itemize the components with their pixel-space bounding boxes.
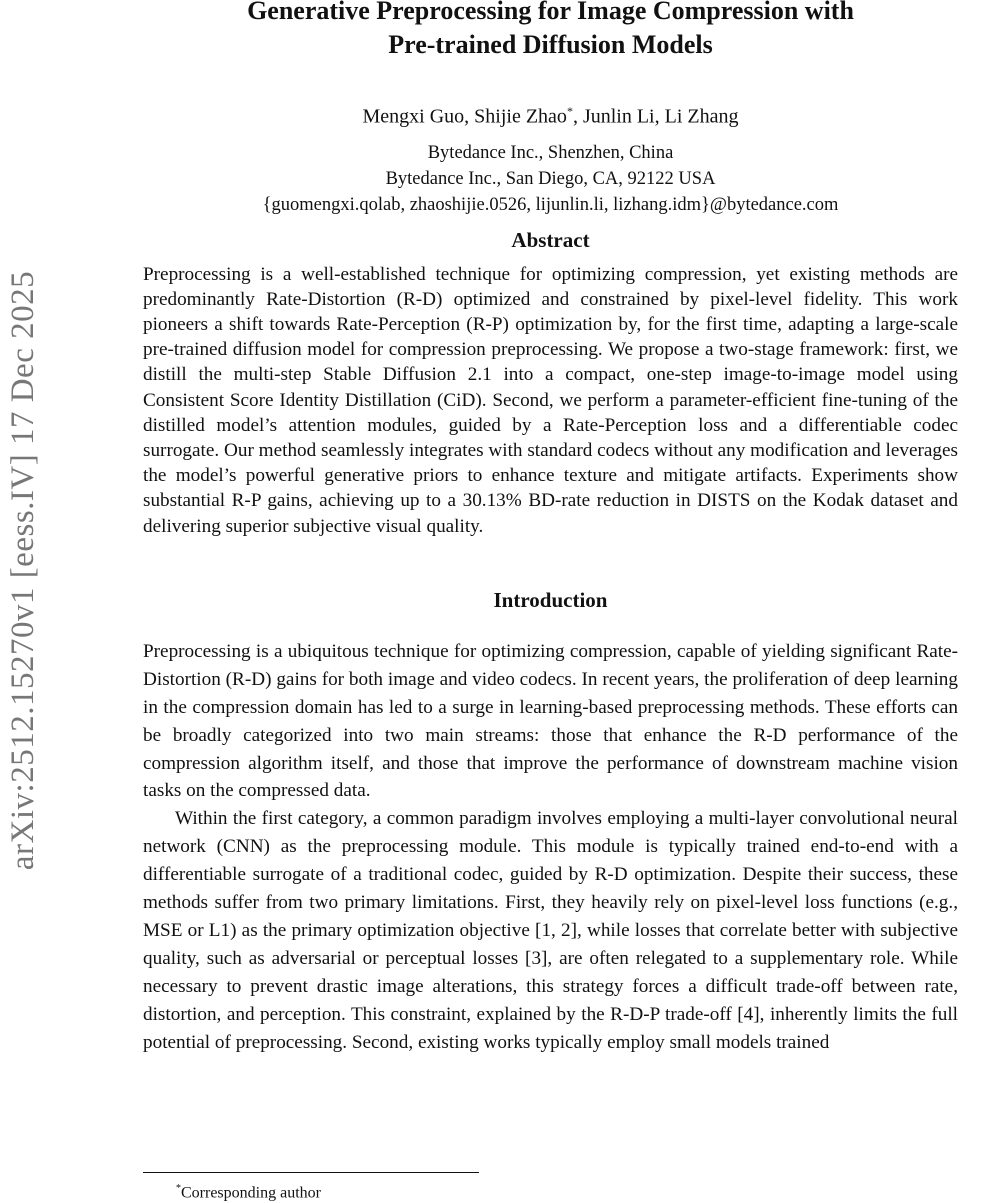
paper-title — [143, 0, 958, 62]
affiliation-shenzhen: Bytedance Inc., Shenzhen, China — [427, 142, 674, 163]
footnote-text: Corresponding author — [181, 1184, 321, 1202]
arxiv-identifier: arXiv:2512.15270v1 [eess.IV] 17 Dec 2025 — [5, 270, 42, 870]
paper-page — [143, 0, 958, 1056]
introduction-heading: Introduction — [493, 587, 608, 612]
abstract-text: Preprocessing is a well-established technique for optimizing compression, yet existing methods are predominantly Rate-Distortion (R-D) optimized and constrained by pixel-level fidelity. This work pioneers a shift towards Rate-Perception (R-P) optimization by, for the first time, adapting a large-scale pre-trained diffusion model for compression preprocessing. We propose a two-stage framework: first, we distill the multi-step Stable Diffusion 2.1 into a compact, one-step image-to-image model using Consistent Score Identity Distillation (CiD). Second, we perform a parameter-efficient fine-tuning of the distilled model’s attention modules, guided by a Rate-Perception loss and a differentiable codec surrogate. Our method seamlessly integrates with standard codecs without any modification and leverages the model’s powerful generative priors to enhance texture and mitigate artifacts. Experiments show substantial R-P gains, achieving up to a 30.13% BD-rate reduction in DISTS on the Kodak dataset and delivering superior subjective visual quality. — [143, 263, 958, 537]
abstract-heading: Abstract — [511, 227, 590, 252]
intro-paragraph-2: Within the first category, a common paradigm involves employing a multi-layer convolutional neural network (CNN) as the preprocessing module. This module is typically trained end-to-end with a differentiable surrogate of a traditional codec, guided by R-D optimization. Despite their success, these methods suffer from two primary limitations. First, they heavily rely on pixel-level loss functions (e.g., MSE or L1) as the primary optimization objective [1, 2], while losses that correlate better with subjective quality, such as adversarial or perceptual losses [3], are often relegated to a supplementary role. While necessary to prevent drastic image alterations, this strategy forces a difficult trade-off between rate, distortion, and perception. This constraint, explained by the R-D-P trade-off [4], inherently limits the full potential of preprocessing. Second, existing works typically employ small models trained — [143, 808, 958, 1053]
authors-main: Mengxi Guo, Shijie Zhao — [362, 105, 567, 128]
affiliations — [143, 140, 958, 218]
footnote — [176, 1179, 321, 1203]
authors-rest: , Junlin Li, Li Zhang — [572, 105, 739, 128]
corresponding-mark: * — [566, 104, 573, 118]
footnote-mark: * — [176, 1183, 181, 1194]
arxiv-sidebar — [0, 210, 48, 930]
author-list — [143, 98, 958, 130]
affiliation-san-diego: Bytedance Inc., San Diego, CA, 92122 USA — [385, 168, 716, 189]
intro-paragraph-1: Preprocessing is a ubiquitous technique for optimizing compression, capable of yielding significant Rate-Distortion (R-D) gains for both image and video codecs. In recent years, the proliferation of deep learning in the compression domain has led to a surge in learning-based preprocessing methods. These efforts can be broadly categorized into two main streams: those that enhance the R-D performance of the compression algorithm itself, and those that improve the performance of downstream machine vision tasks on the compressed data. — [143, 640, 958, 802]
author-emails: {guomengxi.qolab, zhaoshijie.0526, lijunlin.li, lizhang.idm}@bytedance.com — [262, 194, 839, 215]
title-line-2: Pre-trained Diffusion Models — [388, 30, 713, 59]
footnote-divider — [143, 1172, 479, 1173]
title-line-1: Generative Preprocessing for Image Compression with — [247, 0, 854, 25]
